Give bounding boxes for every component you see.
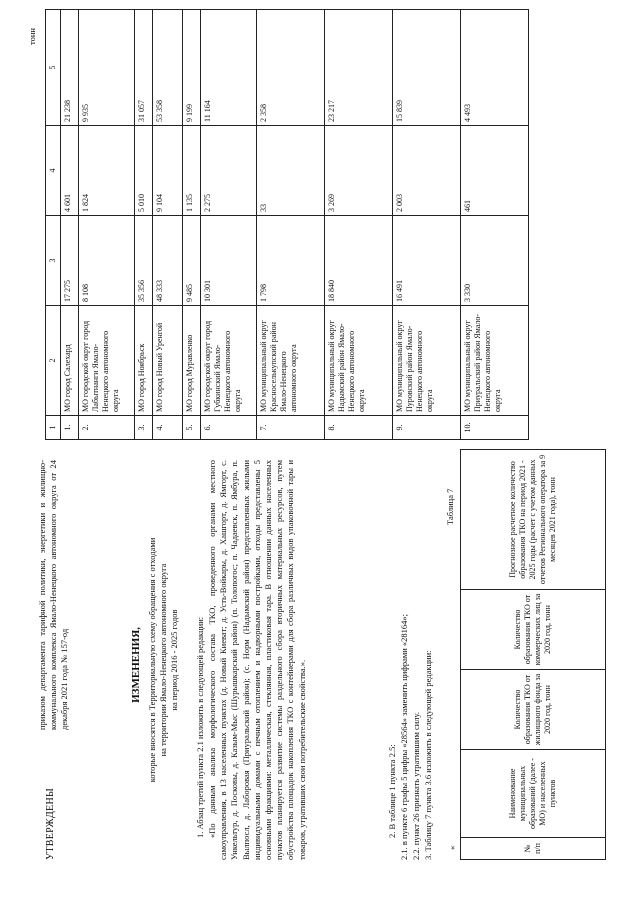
approval-title: УТВЕРЖДЕНЫ [45,787,56,860]
forecast-waste-value: 31 057 [135,10,153,126]
forecast-waste-value: 2 358 [257,10,325,126]
municipality-name: МО город Ноябрьск [135,306,153,416]
column-number: 4 [46,126,61,216]
municipality-name: МО городской округ город Губкинский Ямало-Ненецкого автономного округа [201,306,257,416]
forecast-waste-value: 11 164 [201,10,257,126]
column-number-row [46,10,61,440]
paragraph-3: 3. Таблицу 7 пункта 3.6 изложить в следующей редакции: [423,650,433,860]
table-row [135,10,153,440]
right-page [15,0,625,440]
table-row [461,10,529,440]
forecast-waste-value: 23 217 [325,10,393,126]
commercial-waste-value: 9 104 [153,126,183,216]
header-cell: Количество образования ТКО от жилищного фонда за 2020 год, тонн [461,670,606,750]
table-row [183,10,201,440]
commercial-waste-value: 5 010 [135,126,153,216]
row-number: 10. [461,416,529,440]
housing-waste-value: 9 485 [183,216,201,306]
municipality-name: МО город Новый Уренгой [153,306,183,416]
table-row [79,10,135,440]
municipality-name: МО муниципальный округ Надымский район Ямало-Ненецкого автономного округа [325,306,393,416]
document-sheet [15,0,625,880]
left-page [15,450,625,880]
housing-waste-value: 16 491 [393,216,461,306]
subtitle-line: на территории Ямало-Ненецкого автономного округа [158,563,168,757]
housing-waste-value: 18 840 [325,216,393,306]
subtitle-line: на период 2016 - 2025 годов [169,609,179,711]
unit-label: тонн [27,28,37,45]
row-number: 5. [183,416,201,440]
approval-text: приказом департамента тарифной политики, энергетики и жилищно-коммунального комплекса Ямало-Ненецкого автономного округа от 24 декабря 2021 года № 157-од [37,460,69,730]
row-number: 4. [153,416,183,440]
waste-table [45,9,529,440]
row-number: 3. [135,416,153,440]
municipality-name: МО муниципальный округ Приуральский район Ямало-Ненецкого автономного округа [461,306,529,416]
subtitle-line: которые вносятся в Территориальную схему обращения с отходами [147,537,157,783]
table-row [201,10,257,440]
forecast-waste-value: 53 358 [153,10,183,126]
table-7-header [460,449,606,860]
municipality-name: МО муниципальный округ Красноселькупский район Ямало-Ненецкого автономного округа [257,306,325,416]
commercial-waste-value: 2 275 [201,126,257,216]
paragraph-2-2: 2.2. пункт 26 признать утратившим силу. [411,711,421,860]
table-row [393,10,461,440]
commercial-waste-value: 2 003 [393,126,461,216]
row-number: 6. [201,416,257,440]
municipality-name: МО городской округ город Лабытнанги Ямало-Ненецкого автономного округа [79,306,135,416]
municipality-name: МО муниципальный округ Пуровский район Ямало-Ненецкого автономного округа [393,306,461,416]
changes-title: ИЗМЕНЕНИЯ, [130,627,142,703]
municipality-name: МО город Салехард [61,306,79,416]
housing-waste-value: 48 333 [153,216,183,306]
housing-waste-value: 35 356 [135,216,153,306]
table-row [257,10,325,440]
table-7-label: Таблица 7 [445,488,455,525]
quote-mark: « [447,845,457,850]
header-cell: Наименование муниципальных образований (далее - МО) и населенных пунктов [461,750,606,838]
municipality-name: МО город Муравленко [183,306,201,416]
table-header-row [461,450,606,860]
housing-waste-value: 1 798 [257,216,325,306]
housing-waste-value: 10 301 [201,216,257,306]
paragraph-2-1: 2.1. в пункте 6 графы 5 цифры «28564» заменить цифрами «28164»; [399,613,409,860]
commercial-waste-value: 1 824 [79,126,135,216]
housing-waste-value: 17 275 [61,216,79,306]
housing-waste-value: 8 108 [79,216,135,306]
commercial-waste-value: 461 [461,126,529,216]
waste-table-body [46,10,529,440]
commercial-waste-value: 4 601 [61,126,79,216]
forecast-waste-value: 4 493 [461,10,529,126]
row-number: 7. [257,416,325,440]
table-row [153,10,183,440]
header-cell: Прогнозное расчетное количество образования ТКО на период 2021 - 2025 годы (расчет с учетом данных отчетов Регионального оператора за 9 месяцев 2021 года), тонн [461,450,606,590]
commercial-waste-value: 33 [257,126,325,216]
column-number: 3 [46,216,61,306]
changes-subtitle [147,460,180,860]
header-cell: № п/п [461,838,606,860]
table-row [61,10,79,440]
column-number: 2 [46,306,61,416]
row-number: 1. [61,416,79,440]
commercial-waste-value: 3 269 [325,126,393,216]
paragraph-1: 1. Абзац третий пункта 2.1 изложить в следующей редакции: [195,616,205,838]
row-number: 8. [325,416,393,440]
paragraph-2: 2. В таблице 1 пункта 2.5: [387,744,397,838]
forecast-waste-value: 15 839 [393,10,461,126]
header-cell: Количество образования ТКО от коммерческих лиц за 2020 год, тонн [461,590,606,670]
commercial-waste-value: 1 135 [183,126,201,216]
housing-waste-value: 3 330 [461,216,529,306]
row-number: 2. [79,416,135,440]
forecast-waste-value: 21 238 [61,10,79,126]
column-number: 1 [46,416,61,440]
row-number: 9. [393,416,461,440]
paragraph-quote: «По данным анализа морфологического состава ТКО, проведенного органами местного самоуправления, в 13 населенных пунктах (д. Новый Киеват; д. Усть-Войкары, д. Хашгорт, д. Ямгорт, с. Ункельтур, д. Посковы, д. Казым-Мыс (Шурышкарский район) (п. Толопогос; п. Чадаевск, п. Ямбура, п. Вылпосл, д. Лаборовая (Приуральский район); (с. Норм (Надымский район) представленных жилыми индивидуальными домами с печным отоплением и надворными постройками, отходы представлены 5 основными фракциями: металлическая, стеклянная, пластиковая тара. В отношении данных населенных пунктов планируется развитие системы раздельного сбора вторичных материальных ресурсов, путем обустройства площадок накопления ТКО с контейнерами для сбора различных видов упаковочной тары и товаров, утративших свои потребительские свойства.». [207,460,307,860]
column-number: 5 [46,10,61,126]
forecast-waste-value: 9 199 [183,10,201,126]
forecast-waste-value: 9 935 [79,10,135,126]
table-row [325,10,393,440]
